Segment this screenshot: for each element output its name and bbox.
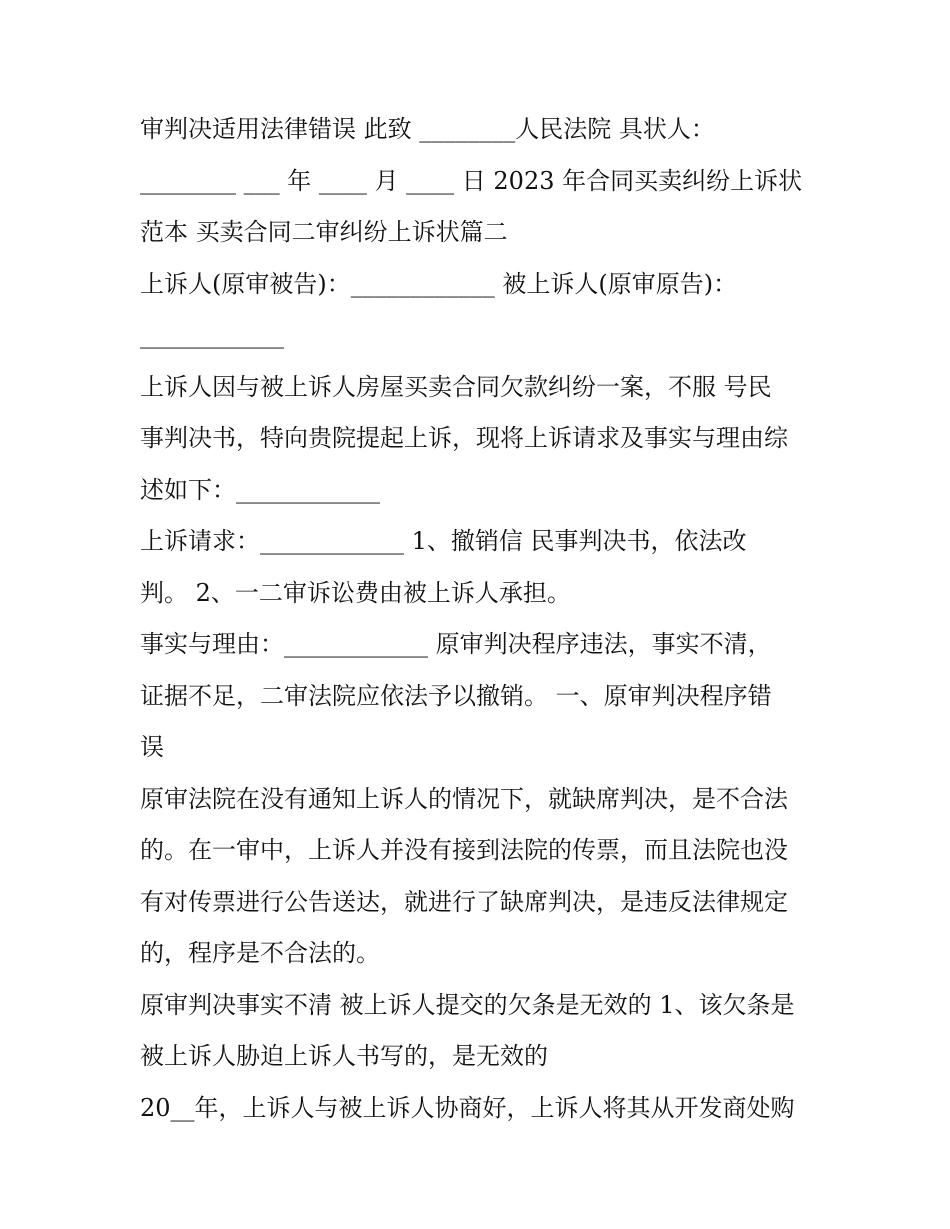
text-line-13: 误 [140,733,164,761]
text-line-11: 事实与理由：____________ 原审判决程序违法，事实不清， [140,630,772,658]
text-line-17: 的，程序是不合法的。 [140,939,380,967]
text-line-4: 上诉人(原审被告)：____________ 被上诉人(原审原告)： [140,269,738,298]
text-line-8: 述如下：____________ [140,475,380,504]
text-line-1: 审判决适用法律错误 此致 ________人民法院 具状人： [140,115,715,143]
text-line-12: 证据不足，二审法院应依法予以撤销。 一、原审判决程序错 [140,681,772,710]
text-line-7: 事判决书，特向贵院提起上诉，现将上诉请求及事实与理由综 [140,424,788,452]
text-line-16: 有对传票进行公告送达，就进行了缺席判决，是违反法律规定 [140,887,788,916]
text-line-5: ____________ [140,321,284,349]
text-line-9: 上诉请求：____________ 1、撤销信 民事判决书，依法改 [140,527,747,555]
text-line-19: 被上诉人胁迫上诉人书写的，是无效的 [140,1042,548,1070]
text-line-14: 原审法院在没有通知上诉人的情况下，就缺席判决，是不合法 [140,784,788,813]
text-line-20: 20__年，上诉人与被上诉人协商好，上诉人将其从开发商处购 [140,1093,795,1122]
text-line-15: 的。在一审中，上诉人并没有接到法院的传票，而且法院也没 [140,836,788,864]
text-line-10: 判。 2、一二审诉讼费由被上诉人承担。 [140,578,571,607]
text-line-18: 原审判决事实不清 被上诉人提交的欠条是无效的 1、该欠条是 [140,990,795,1019]
text-line-2: ________ ___ 年 ____ 月 ____ 日 2023 年合同买卖纠纷上诉状 [140,166,803,195]
document-body [140,104,830,1134]
text-line-6: 上诉人因与被上诉人房屋买卖合同欠款纠纷一案，不服 号民 [140,372,772,401]
text-line-3: 范本 买卖合同二审纠纷上诉状篇二 [140,218,508,246]
